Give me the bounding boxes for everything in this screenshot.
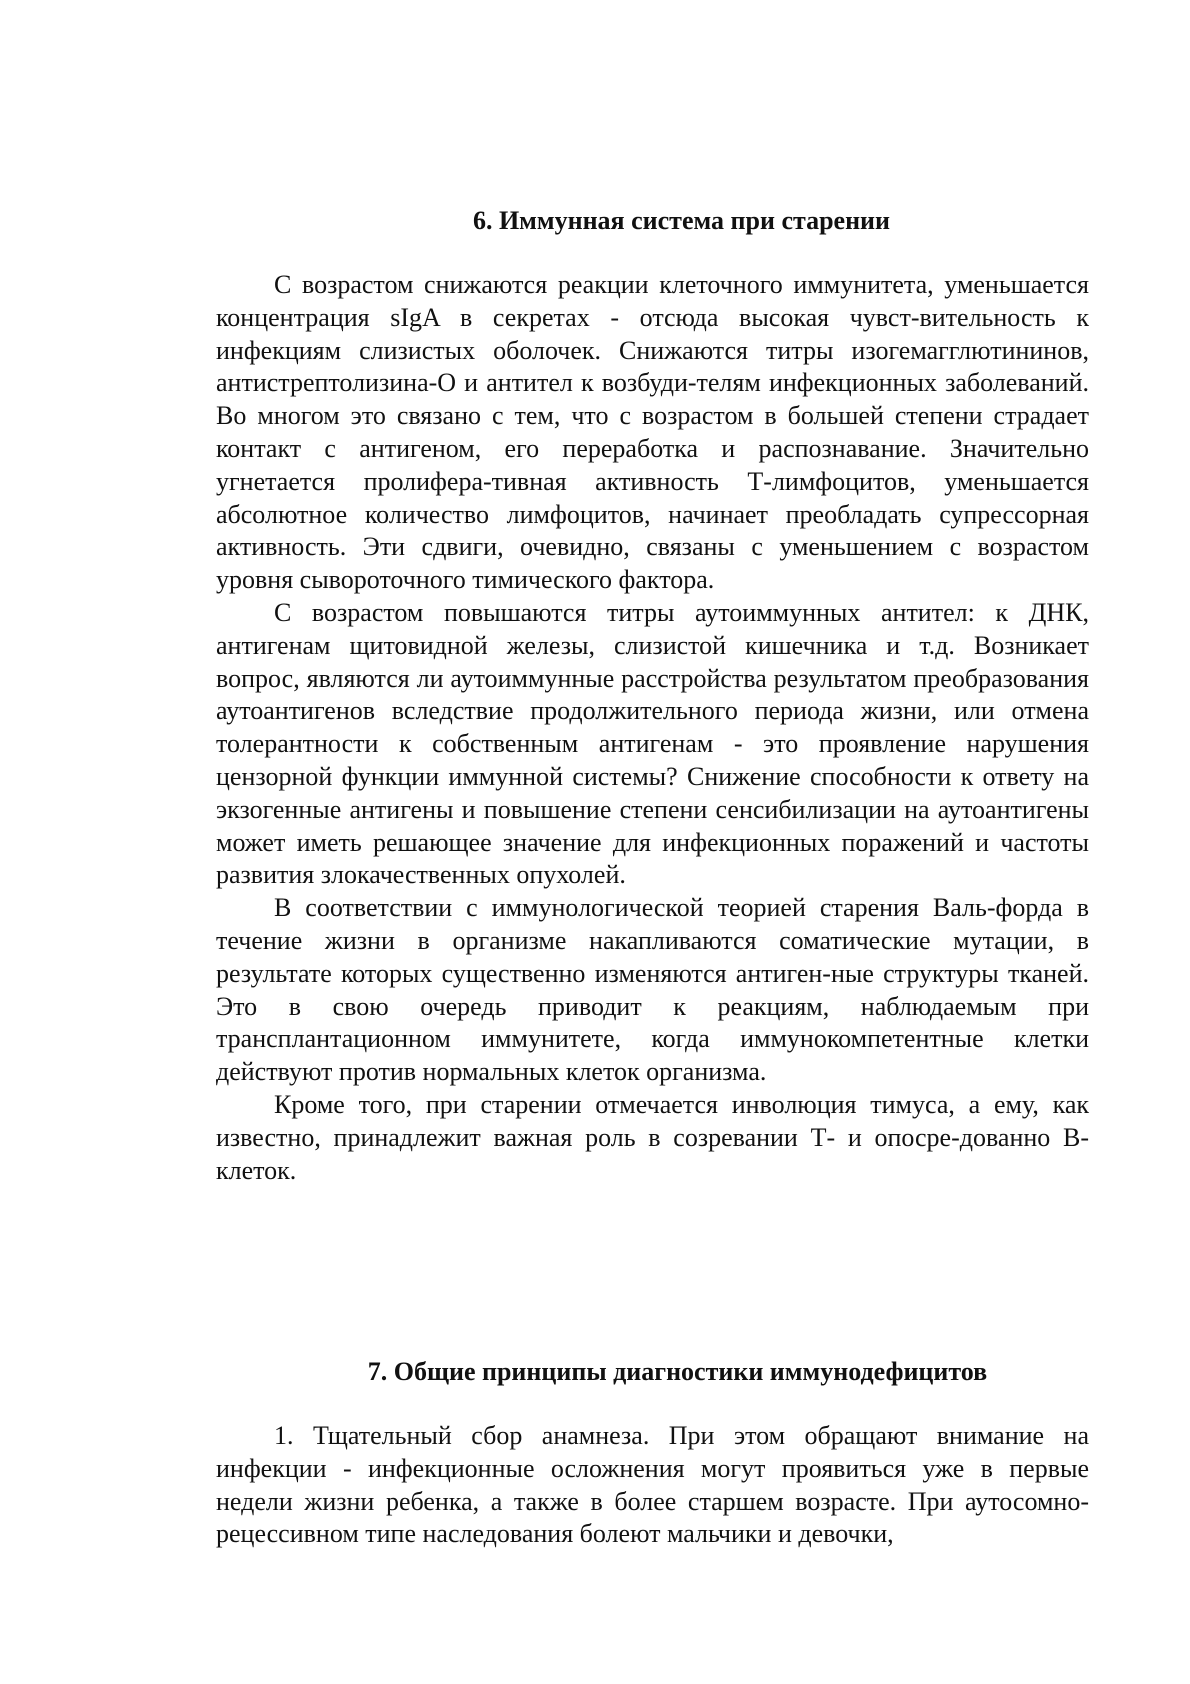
paragraph: Кроме того, при старении отмечается инволюция тимуса, а ему, как известно, принадлежит важная роль в созревании Т- и опосре-дованно В-клеток. (216, 1089, 1089, 1185)
paragraph: С возрастом повышаются титры аутоиммунных антител: к ДНК, антигенам щитовидной железы, слизистой кишечника и т.д. Возникает вопрос, являются ли аутоиммунные расстройства результатом преобразования аутоантигенов вследствие продолжительного периода жизни, или отмена толерантности к собственным антигенам - это проявление нарушения цензорной функции иммунной системы? Снижение способности к ответу на экзогенные антигены и повышение степени сенсибилизации на аутоантигены может иметь решающее значение для инфекционных поражений и частоты развития злокачественных опухолей. (216, 597, 1089, 890)
section-diagnostics (216, 1356, 1089, 1551)
section-immune-aging (216, 205, 1089, 1187)
section-title: 7. Общие принципы диагностики иммунодефицитов (367, 1357, 988, 1386)
paragraph: С возрастом снижаются реакции клеточного иммунитета, уменьшается концентрация sIgA в секретах - отсюда высокая чувст-вительность к инфекциям слизистых оболочек. Снижаются титры изогемагглютининов, антистрептолизина-О и антител к возбуди-телям инфекционных заболеваний. Во многом это связано с тем, что с возрастом в большей степени страдает контакт с антигеном, его переработка и распознавание. Значительно угнетается пролифера-тивная активность Т-лимфоцитов, уменьшается абсолютное количество лимфоцитов, начинает преобладать супрессорная активность. Эти сдвиги, очевидно, связаны с уменьшением с возрастом уровня сывороточного тимического фактора. (216, 270, 1089, 595)
section-title: 6. Иммунная система при старении (472, 206, 891, 235)
paragraph: 1. Тщательный сбор анамнеза. При этом обращают внимание на инфекции - инфекционные осложнения могут проявиться уже в первые недели жизни ребенка, а также в более старшем возрасте. При аутосомно-рецессивном типе наследования болеют мальчики и девочки, (216, 1421, 1089, 1549)
paragraph: В соответствии с иммунологической теорией старения Валь-форда в течение жизни в организме накапливаются соматические мутации, в результате которых существенно изменяются антиген-ные структуры тканей. Это в свою очередь приводит к реакциям, наблюдаемым при трансплантационном иммунитете, когда иммунокомпетентные клетки действуют против нормальных клеток организма. (216, 893, 1089, 1087)
